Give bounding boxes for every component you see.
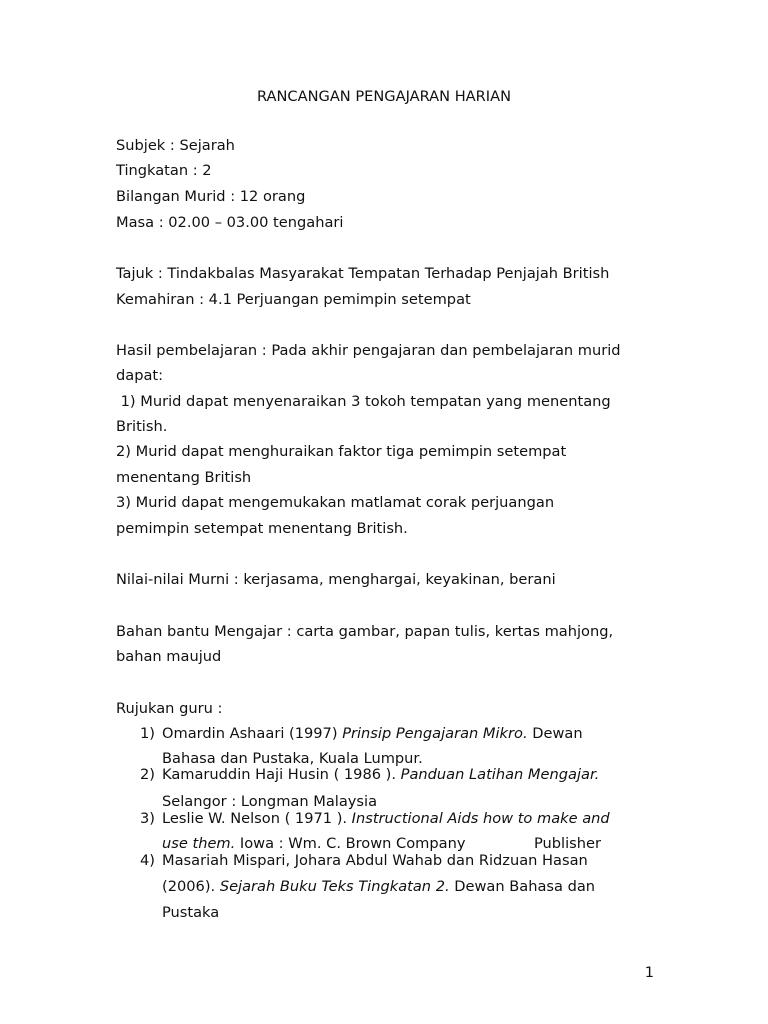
ref-4-line-a: Masariah Mispari, Johara Abdul Wahab dan Ridzuan Hasan <box>162 852 588 869</box>
hasil-item-3a: 3) Murid dapat mengemukakan matlamat corak perjuangan <box>116 494 555 511</box>
page-title: RANCANGAN PENGAJARAN HARIAN <box>256 88 512 105</box>
page-number: 1 <box>644 964 654 981</box>
hasil-line-1: Hasil pembelajaran : Pada akhir pengajaran dan pembelajaran murid <box>116 342 621 359</box>
bahan-line-1: Bahan bantu Mengajar : carta gambar, papan tulis, kertas mahjong, <box>116 623 614 640</box>
hasil-item-2a: 2) Murid dapat menghuraikan faktor tiga pemimpin setempat <box>116 443 567 460</box>
ref-3-number: 3) <box>140 810 155 827</box>
hasil-item-1a: 1) Murid dapat menyenaraikan 3 tokoh tempatan yang menentang <box>116 393 611 410</box>
bilangan-murid-line: Bilangan Murid : 12 orang <box>116 188 306 205</box>
ref-2-line-b: Selangor : Longman Malaysia <box>162 793 378 810</box>
hasil-line-2: dapat: <box>116 367 164 384</box>
masa-line: Masa : 02.00 – 03.00 tengahari <box>116 214 344 231</box>
nilai-murni-line: Nilai-nilai Murni : kerjasama, menghargai, keyakinan, berani <box>116 571 556 588</box>
ref-3-line-b: use them. Iowa : Wm. C. Brown Company <box>162 835 466 852</box>
ref-2-line-a: Kamaruddin Haji Husin ( 1986 ). Panduan Latihan Mengajar. <box>162 766 600 783</box>
subjek-line: Subjek : Sejarah <box>116 137 235 154</box>
rujukan-heading: Rujukan guru : <box>116 700 223 717</box>
ref-3-publisher: Publisher <box>534 835 601 852</box>
ref-1-number: 1) <box>140 725 155 742</box>
hasil-item-1b: British. <box>116 418 168 435</box>
ref-1-line-a: Omardin Ashaari (1997) Prinsip Pengajaran Mikro. Dewan <box>162 725 583 742</box>
ref-1-line-b: Bahasa dan Pustaka, Kuala Lumpur. <box>162 750 423 767</box>
ref-2-number: 2) <box>140 766 155 783</box>
ref-4-number: 4) <box>140 852 155 869</box>
ref-4-line-b: (2006). Sejarah Buku Teks Tingkatan 2. Dewan Bahasa dan <box>162 878 596 895</box>
ref-4-line-c: Pustaka <box>162 904 220 921</box>
tingkatan-line: Tingkatan : 2 <box>116 162 212 179</box>
hasil-item-3b: pemimpin setempat menentang British. <box>116 520 408 537</box>
ref-3-line-a: Leslie W. Nelson ( 1971 ). Instructional Aids how to make and <box>162 810 610 827</box>
hasil-item-2b: menentang British <box>116 469 252 486</box>
kemahiran-line: Kemahiran : 4.1 Perjuangan pemimpin setempat <box>116 291 471 308</box>
tajuk-line: Tajuk : Tindakbalas Masyarakat Tempatan Terhadap Penjajah British <box>116 265 610 282</box>
bahan-line-2: bahan maujud <box>116 648 222 665</box>
